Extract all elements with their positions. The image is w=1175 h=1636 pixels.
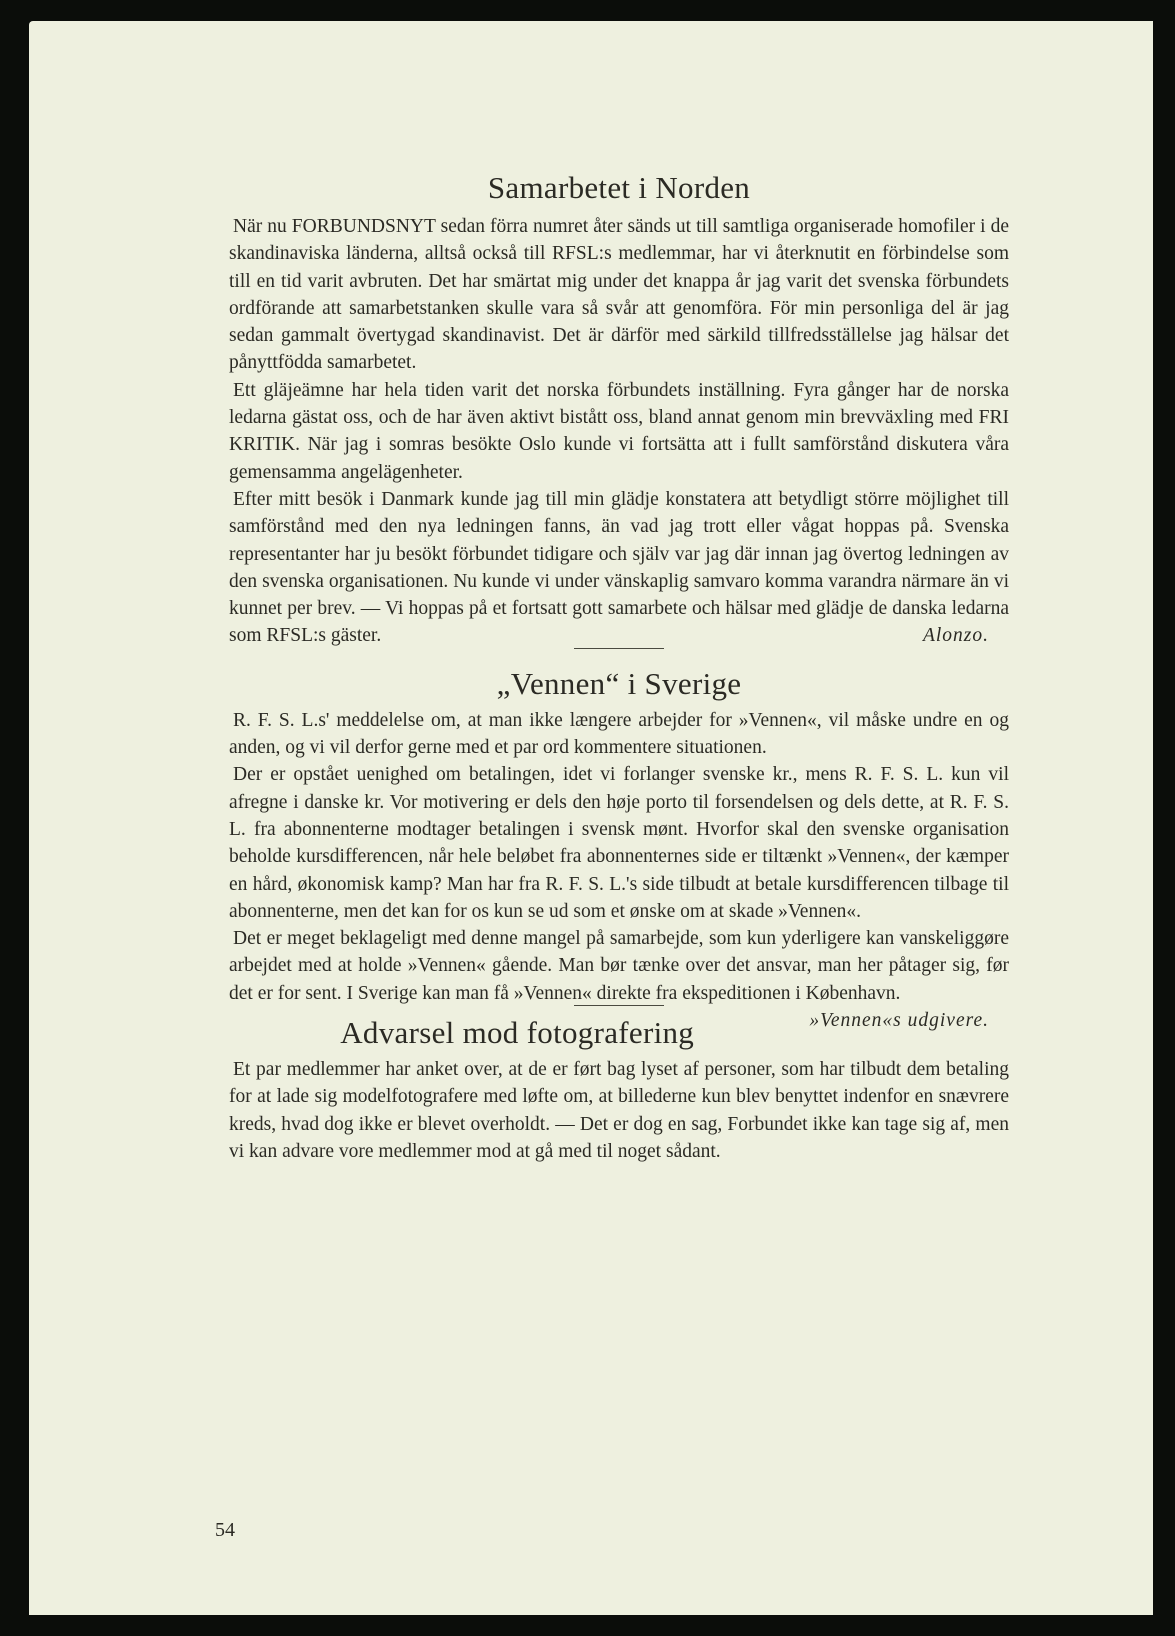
- article-paragraph-text: Det er meget beklageligt med denne mangel på samarbejde, som kun yderligere kan vanskeliggøre arbejdet med at holde »Vennen« gående. Man bør tænke over det ansvar, man her påtager sig, før det er for sent. I Sverige kan man få »Vennen« direkte fra ekspeditionen i København.: [229, 928, 1009, 1004]
- article-paragraph: R. F. S. L.s' meddelelse om, at man ikke længere arbejder for »Vennen«, vil måske undre en og anden, og vi vil derfor gerne med et par ord kommentere situationen.: [229, 709, 1009, 759]
- article-vennen-i-sverige: [229, 665, 1009, 1032]
- article-title: Samarbetet i Norden: [487, 170, 751, 205]
- article-paragraph: Et par medlemmer har anket over, at de er ført bag lyset af personer, som har tilbudt dem betaling for at lade sig modelfotografere med løfte om, at billederne kun blev benyttet indenfor en snævrere kreds, hvad dog ikke er blevet overholdt. — Det er dog en sag, Forbundet ikke kan tage sig af, men vi kan advare vore medlemmer mod at gå med til noget sådant.: [229, 1059, 1009, 1162]
- article-title: Advarsel mod fotografering: [340, 1015, 695, 1051]
- article-paragraph: Der er opstået uenighed om betalingen, idet vi forlanger svenske kr., mens R. F. S. L. kun vil afregne i danske kr. Vor motivering er dels den høje porto til forsendelsen og dels dette, at R. F. S. L. fra abonnenterne modtager betalingen i svensk mønt. Hvorfor skal den svenske organisation beholde kursdifferencen, når hele beløbet fra abonnenternes side er tiltænkt »Vennen«, der kæmper en hård, økonomisk kamp? Man har fra R. F. S. L.'s side tilbudt at betale kursdifferencen tilbage til abonnenterne, men det kan for os kun se ud som et ønske om at skade »Vennen«.: [229, 764, 1009, 922]
- paragraph-with-signature: [229, 486, 1009, 650]
- article-signature: Alonzo.: [922, 625, 989, 647]
- article-signature: »Vennen«s udgivere.: [809, 1010, 989, 1032]
- article-paragraph: Ett gläjeämne har hela tiden varit det norska förbundets inställning. Fyra gånger har de norska ledarna gästat oss, och de har även aktivt bistått oss, bland annat genom min brevväxling med FRI KRITIK. När jag i somras besökte Oslo kunde vi fortsätta att i fullt samförstånd diskutera våra gemensamma angelägenheter.: [229, 379, 1009, 483]
- article-paragraph: När nu FORBUNDSNYT sedan förra numret åter sänds ut till samtliga organiserade homofiler i de skandinaviska länderna, alltså också till RFSL:s medlemmar, har vi återknutit en förbindelse som till en tid varit avbruten. Det har smärtat mig under det knappa år jag varit det svenska förbundets ordförande att samarbetstanken skulle vara så svår att genomföra. För min personliga del är jag sedan gammalt övertygad skandinavist. Det är därför med särkild tillfredsställelse jag hälsar det pånyttfödda samarbetet.: [229, 216, 1009, 374]
- article-paragraph-text: Efter mitt besök i Danmark kunde jag till min glädje konstatera att betydligt större möjlighet till samförstånd med den nya ledningen fanns, än vad jag trott eller vågat hoppas på. Svenska representanter har ju besökt förbundet tidigare och själv var jag där innan jag övertog ledningen av den svenska organisationen. Nu kunde vi under vänskaplig samvaro komma varandra närmare än vi kunnet per brev. — Vi hoppas på et fortsatt gott samarbete och hälsar med glädje de danska ledarna som RFSL:s gäster.: [229, 488, 1009, 647]
- page-number: 54: [215, 1519, 235, 1541]
- article-samarbetet-i-norden: [229, 169, 1009, 650]
- article-advarsel-mod-fotografering: [229, 1014, 1009, 1165]
- page-content: [229, 169, 1009, 1165]
- article-paragraph: [229, 486, 1009, 650]
- article-paragraph: [229, 925, 1009, 1032]
- scanned-page: [29, 21, 1153, 1615]
- article-title: „Vennen“ i Sverige: [496, 665, 742, 701]
